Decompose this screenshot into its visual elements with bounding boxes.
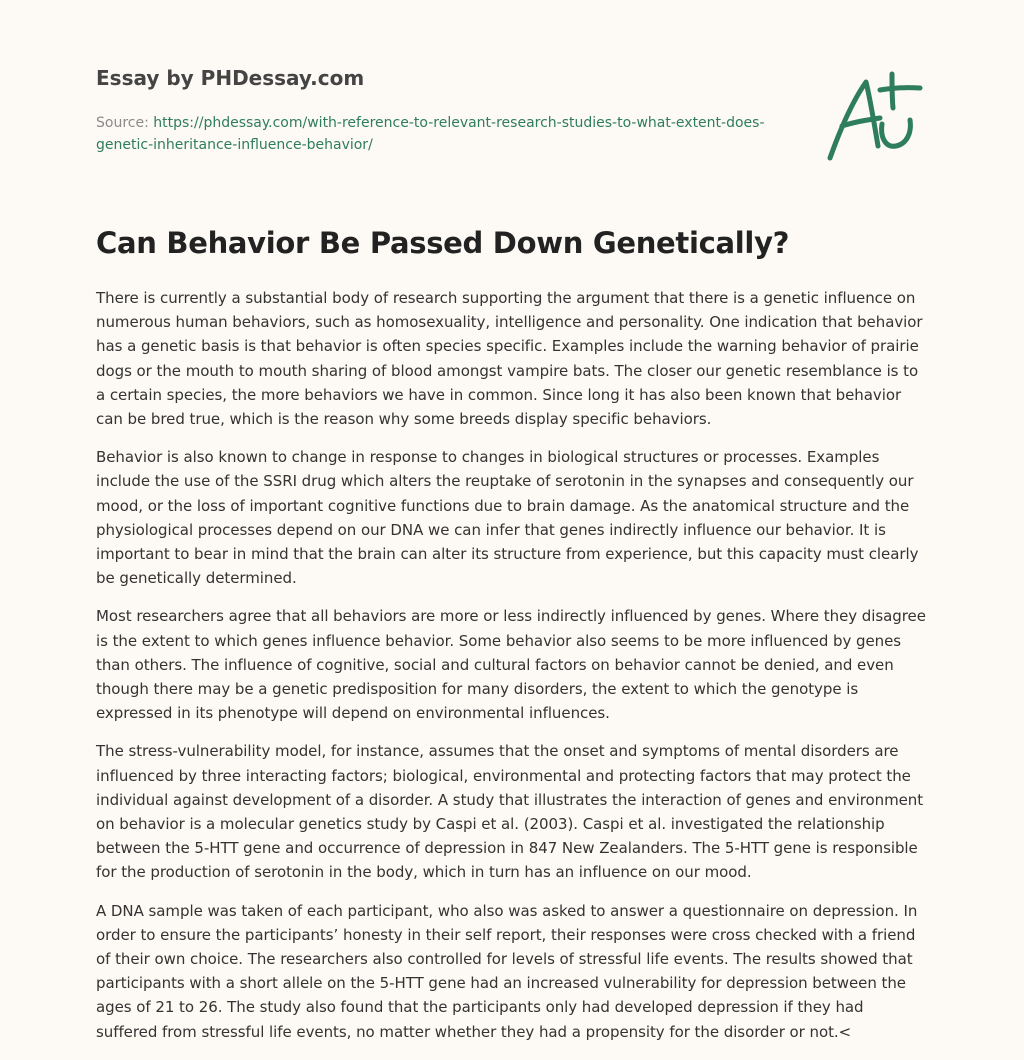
paragraph: There is currently a substantial body of research supporting the argument that there is a genetic influence on numerous human behaviors, such as homosexuality, intelligence and personality. One indication that behavior has a genetic basis is that behavior is often species specific. Examples include the warning behavior of prairie dogs or the mouth to mouth sharing of blood amongst vampire bats. The closer our genetic resemblance is to a certain species, the more behaviors we have in common. Since long it has also been known that behavior can be bred true, which is the reason why some breeds display specific behaviors. (96, 289, 923, 429)
a-plus-grade-icon (822, 68, 930, 168)
source-label: Source: (96, 115, 154, 131)
article-title: Can Behavior Be Passed Down Genetically? (96, 226, 790, 260)
source-link[interactable]: https://phdessay.com/with-reference-to-relevant-research-studies-to-what-extent-does-genetic-inheritance-influence-behavior/ (96, 115, 765, 153)
source-line (96, 112, 776, 156)
paragraph: Most researchers agree that all behaviors are more or less indirectly influenced by genes. Where they disagree is the extent to which genes influence behavior. Some behavior also seems to be more influenced by genes than others. The influence of cognitive, social and cultural factors on behavior cannot be denied, and even though there may be a genetic predisposition for many disorders, the extent to which the genotype is expressed in its phenotype will depend on environmental influences. (96, 607, 926, 723)
paragraph: Behavior is also known to change in response to changes in biological structures or processes. Examples include the use of the SSRI drug which alters the reuptake of serotonin in the synapses and consequently our mood, or the loss of important cognitive functions due to brain damage. As the anatomical structure and the physiological processes depend on our DNA we can infer that genes indirectly influence our behavior. It is important to bear in mind that the brain can alter its structure from experience, but this capacity must clearly be genetically determined. (96, 448, 919, 588)
paragraph: A DNA sample was taken of each participant, who also was asked to answer a questionnaire on depression. In order to ensure the participants’ honesty in their self report, their responses were cross checked with a friend of their own choice. The researchers also controlled for levels of stressful life events. The results showed that participants with a short allele on the 5-HTT gene had an increased vulnerability for depression between the ages of 21 to 26. The study also found that the participants only had developed depression if they had suffered from stressful life events, no matter whether they had a propensity for the disorder or not.< (96, 901, 918, 1041)
paragraph: The stress-vulnerability model, for instance, assumes that the onset and symptoms of mental disorders are influenced by three interacting factors; biological, environmental and protecting factors that may protect the individual against development of a disorder. A study that illustrates the interaction of genes and environment on behavior is a molecular genetics study by Caspi et al. (2003). Caspi et al. investigated the relationship between the 5-HTT gene and occurrence of depression in 847 New Zealanders. The 5-HTT gene is responsible for the production of serotonin in the body, which in turn has an influence on our mood. (96, 742, 924, 882)
article-body (96, 286, 928, 1058)
site-title: Essay by PHDessay.com (96, 66, 365, 90)
